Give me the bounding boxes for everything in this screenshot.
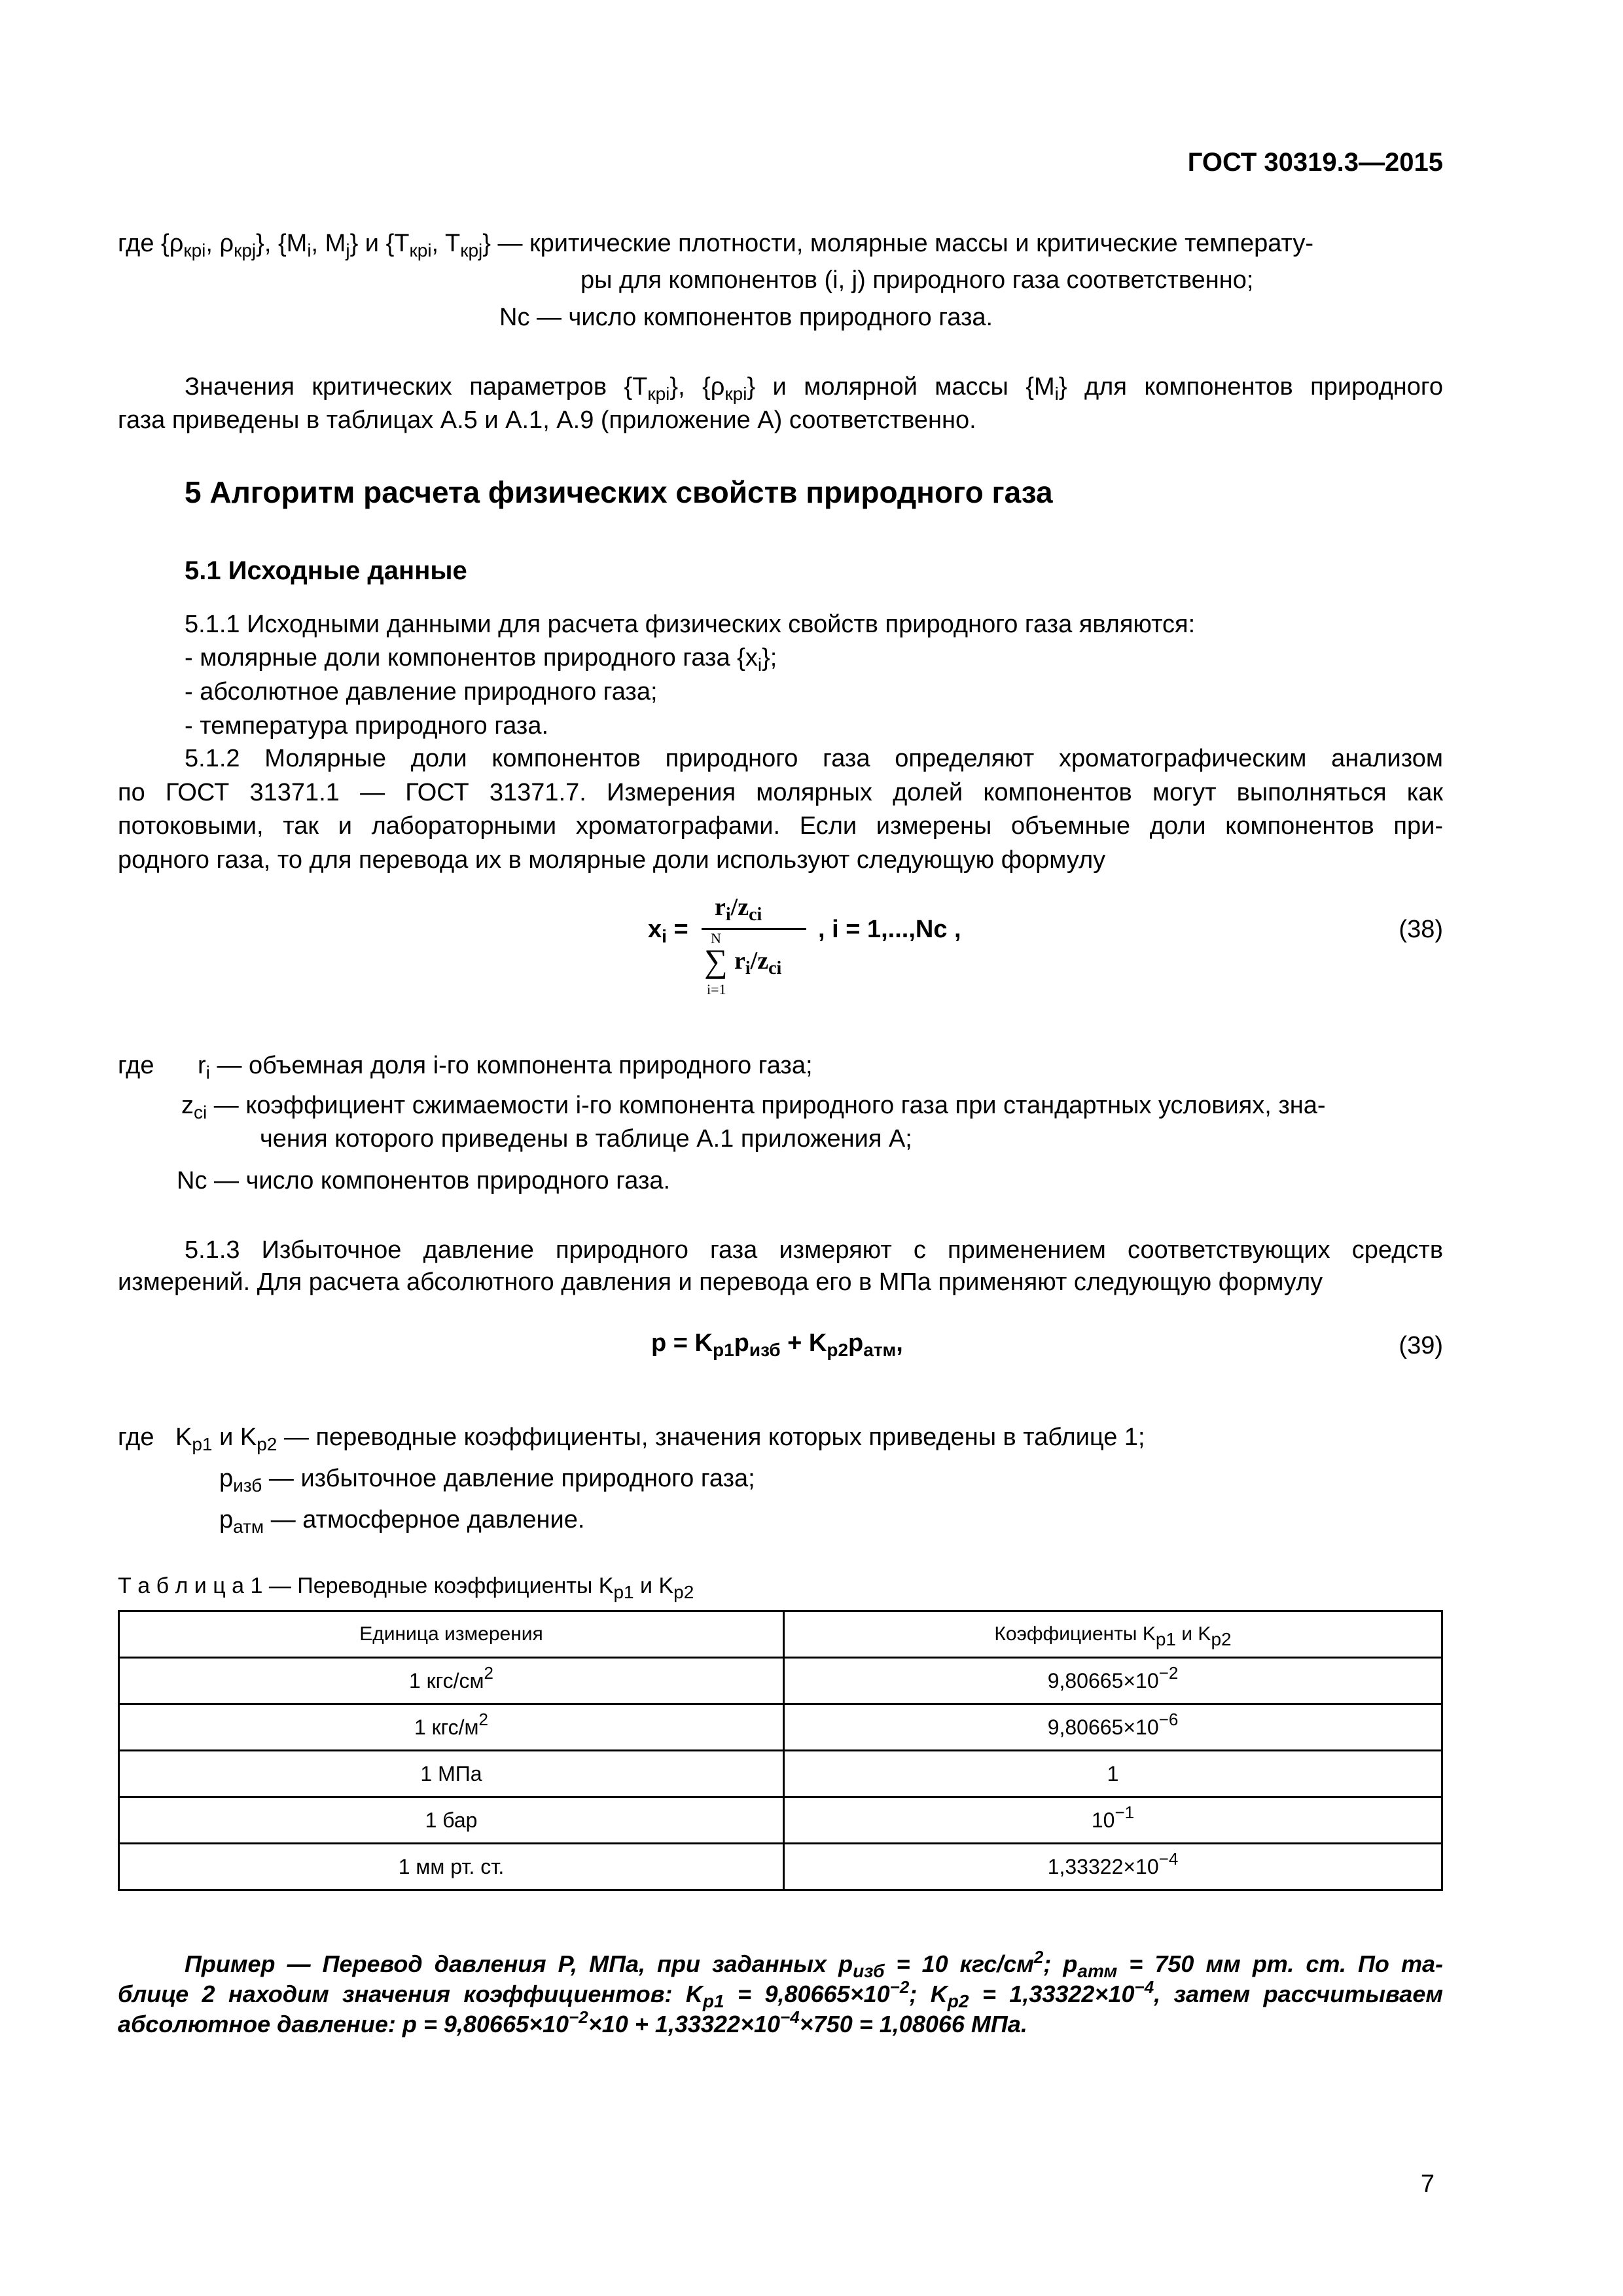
definition-z: $z_{ci}$ — коэффициент сжимаемости i-го компонента природного газа при стандартных условиях, зна- [181, 1092, 1326, 1122]
coefficient-cell: $9,80665\times 10^{-6}$ [784, 1704, 1442, 1751]
unit-cell: 1 кгс/$м^2$ [119, 1704, 784, 1751]
example-line: блице 2 находим значения коэффициентов: $K_{p1} = 9,80665\times 10^{-2}$; $K_{p2} = 1,33322\times 10^{-4}$, затем рассчитываем [118, 1977, 1443, 2011]
document-id-header: ГОСТ 30319.3—2015 [1187, 148, 1443, 177]
unit-cell: 1 МПа [119, 1751, 784, 1797]
definition-k: $K_{p1}$ и $K_{p2}$ — переводные коэффициенты, значения которых приведены в таблице 1; [175, 1424, 1145, 1454]
formula-denominator: $r_i/z_{ci}$ [734, 947, 782, 978]
paragraph-5-1-2: 5.1.2 Молярные доли компонентов природного газа определяют хроматографическим анализом [185, 745, 1443, 772]
paragraph-5-1-2: по ГОСТ 31371.1 — ГОСТ 31371.7. Измерения молярных долей компонентов могут выполняться как [118, 779, 1443, 806]
coefficient-cell: $9,80665\times 10^{-2}$ [784, 1658, 1442, 1704]
sum-upper-limit: N [711, 930, 721, 946]
sum-sign: ∑ [704, 942, 728, 979]
where-label: где [118, 1424, 154, 1451]
definition-p-izb: $p_{изб}$ — избыточное давление природного газа; [219, 1465, 755, 1496]
paragraph-5-1-3: измерений. Для расчета абсолютного давления и перевода его в МПа применяют следующую формулу [118, 1268, 1323, 1296]
conversion-table [118, 1610, 1443, 1891]
definition-z-continuation: чения которого приведены в таблице А.1 приложения А; [260, 1125, 912, 1153]
paragraph-5-1-2: потоковыми, так и лабораторными хроматографами. Если измерены объемные доли компонентов при- [118, 812, 1443, 840]
paragraph-5-1-2: родного газа, то для перевода их в молярные доли используют следующую формулу [118, 846, 1106, 874]
definition-p-atm: $p_{атм}$ — атмосферное давление. [219, 1506, 585, 1537]
list-item: - абсолютное давление природного газа; [185, 678, 658, 706]
formula-numerator: $r_i/z_{ci}$ [715, 893, 762, 925]
formula-index-range: , i = 1,...,Nc , [818, 916, 961, 943]
table-row [119, 1751, 1442, 1797]
table-row [119, 1658, 1442, 1704]
table-row [119, 1844, 1442, 1890]
table-header-row [119, 1611, 1442, 1658]
page-number: 7 [1420, 2170, 1435, 2198]
equation-number: (38) [1399, 916, 1443, 943]
paragraph-5-1-3: 5.1.3 Избыточное давление природного газа измеряют с применением соответствующих средств [185, 1236, 1443, 1264]
definition-critical-params: где {$\rho_{кpi}$, $\rho_{кpj}$}, {$M_i$, $M_j$} и {$T_{кpi}$, $T_{кpj}$} — критические плотности, молярные массы и критические температу- [118, 230, 1314, 260]
where-label: где [118, 1052, 154, 1079]
paragraph-critical-values: Значения критических параметров $\{T_{кpi}\}$, $\{\rho_{кpi}\}$ и молярной массы $\{M_i\}$ для компонентов природного [185, 373, 1443, 404]
table-row [119, 1704, 1442, 1751]
coefficient-cell: $10^{-1}$ [784, 1797, 1442, 1844]
unit-cell: 1 кгс/$см^2$ [119, 1658, 784, 1704]
unit-cell: 1 бар [119, 1797, 784, 1844]
column-header-coefficients: Коэффициенты $K_{p1}$ и $K_{p2}$ [784, 1611, 1442, 1658]
list-item: - молярные доли компонентов природного газа $\{x_i\}$; [185, 644, 777, 675]
table-caption: Т а б л и ц а 1 — Переводные коэффициенты $K_{p1}$ и $K_{p2}$ [118, 1573, 694, 1602]
definition-continuation: ры для компонентов (i, j) природного газа соответственно; [580, 266, 1254, 294]
definition-nc: Nc — число компонентов природного газа. [499, 304, 993, 331]
coefficient-cell: $1,33322\times 10^{-4}$ [784, 1844, 1442, 1890]
formula-body: $p = K_{p1}p_{изб} + K_{p2}p_{атм}$, [651, 1329, 903, 1360]
definition-r: $r_i$ — объемная доля i-го компонента природного газа; [198, 1052, 813, 1083]
unit-cell: 1 мм рт. ст. [119, 1844, 784, 1890]
section-5-1-heading: 5.1 Исходные данные [185, 556, 467, 585]
definition-nc: Nc — число компонентов природного газа. [177, 1167, 671, 1194]
formula-lhs: $x_i$ = [648, 916, 688, 946]
list-item: - температура природного газа. [185, 712, 549, 740]
column-header-unit: Единица измерения [119, 1611, 784, 1658]
example-line: абсолютное давление: $p = 9,80665\times 10^{-2}\times 10 + 1,33322\times 10^{-4}\times 750 = 1,08066$ МПа. [118, 2007, 1027, 2037]
paragraph-5-1-1: 5.1.1 Исходными данными для расчета физических свойств природного газа являются: [185, 611, 1196, 638]
sum-lower-limit: i=1 [707, 981, 726, 997]
paragraph-critical-values-line2: газа приведены в таблицах А.5 и А.1, А.9 (приложение А) соответственно. [118, 406, 976, 434]
section-5-heading: 5 Алгоритм расчета физических свойств природного газа [185, 475, 1053, 509]
coefficient-cell: 1 [784, 1751, 1442, 1797]
equation-number: (39) [1399, 1332, 1443, 1359]
example-line: Пример — Перевод давления P, МПа, при заданных $p_{изб} = 10$ кгс/$см^2$; $p_{атм} = 750$ мм рт. ст. По та- [185, 1947, 1443, 1981]
table-row [119, 1797, 1442, 1844]
